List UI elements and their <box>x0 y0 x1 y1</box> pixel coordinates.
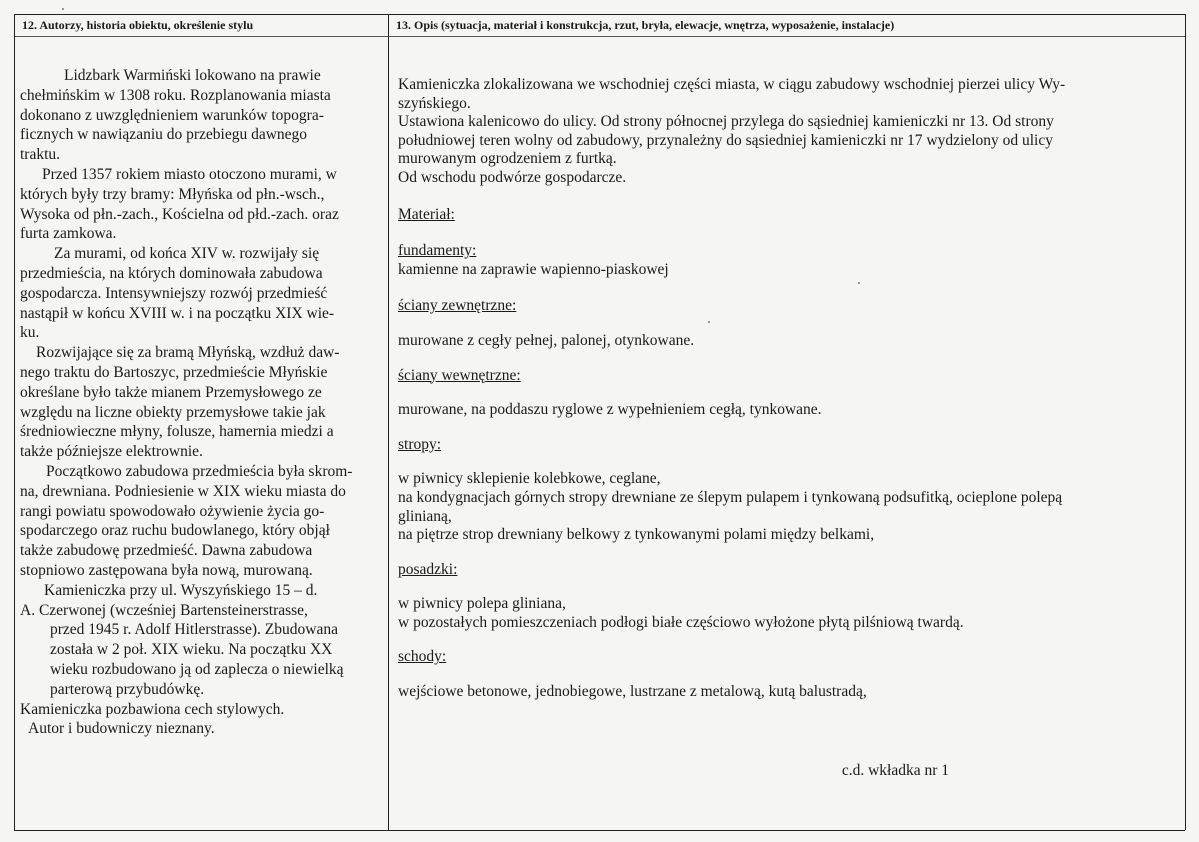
history-line: Autor i budowniczy nieznany. <box>28 720 215 738</box>
history-heading: 12. Autorzy, historia obiektu, określenie stylu <box>22 18 254 32</box>
intro-line: Ustawiona kalenicowo do ulicy. Od strony północnej przylega do sąsiedniej kamieniczki nr 13. Od strony <box>398 113 1054 131</box>
history-text <box>18 66 384 739</box>
schody-text: wejściowe betonowe, jednobiegowe, lustrzane z metalową, kutą balustradą, <box>398 683 867 701</box>
stropy-line: glinianą, <box>398 507 452 525</box>
history-line: nego traktu do Bartoszyc, przedmieście Młyńskie <box>20 363 328 381</box>
scan-speck <box>708 321 710 323</box>
intro-line: Od wschodu podwórze gospodarcze. <box>398 168 627 186</box>
intro-line: południowej teren wolny od zabudowy, przynależny do sąsiedniej kamieniczki nr 17 wydzielony od ulicy <box>398 131 1053 149</box>
history-line: chełmińskim w 1308 roku. Rozplanowania miasta <box>20 86 331 104</box>
history-line: przed 1945 r. Adolf Hitlerstrasse). Zbudowana <box>50 621 338 639</box>
history-line: Kamieniczka przy ul. Wyszyńskiego 15 – d. <box>44 581 318 599</box>
left-border <box>14 14 15 830</box>
history-line: których były trzy bramy: Młyńska od płn.-wsch., <box>20 185 325 203</box>
continued-note: c.d. wkładka nr 1 <box>841 762 949 779</box>
history-line: także późniejsze elektrownie. <box>20 443 203 461</box>
posadzki-label: posadzki: <box>398 560 458 578</box>
posadzki-line: w piwnicy polepa gliniana, <box>398 595 566 613</box>
history-line: Wysoka od płn.-zach., Kościelna od płd.-zach. oraz <box>20 205 339 223</box>
history-line: wieku rozbudowano ją od zaplecza o niewielką <box>50 660 344 678</box>
description-column <box>392 14 1182 824</box>
history-line: parterową przybudówkę. <box>50 680 205 698</box>
stropy-label: stropy: <box>398 435 442 453</box>
history-line: także zabudowę przedmieść. Dawna zabudowa <box>20 542 313 560</box>
sciany-zewnetrzne-label: ściany zewnętrzne: <box>398 297 517 315</box>
scan-speck <box>62 8 64 10</box>
stropy-line: na kondygnacjach górnych stropy drewniane ze ślepym pulapem i tynkowaną podsufitką, ocieplone polepą <box>398 488 1063 506</box>
history-line: Kamieniczka pozbawiona cech stylowych. <box>20 700 285 718</box>
posadzki-line: w pozostałych pomieszczeniach podłogi białe częściowo wyłożone płytą pilśniową twardą. <box>398 613 964 631</box>
right-border <box>1185 14 1186 830</box>
material-label: Materiał: <box>398 205 455 223</box>
history-column <box>18 14 384 824</box>
history-line: A. Czerwonej (wcześniej Bartensteinerstrasse, <box>20 601 308 619</box>
intro-line: szyńskiego. <box>398 94 471 112</box>
fundamenty-text: kamienne na zaprawie wapienno-piaskowej <box>398 260 669 278</box>
stropy-line: na piętrze strop drewniany belkowy z tynkowanymi polami między belkami, <box>398 526 875 544</box>
history-line: przedmieścia, na których dominowała zabudowa <box>20 264 323 282</box>
history-line: została w 2 poł. XIX wieku. Na początku XX <box>50 641 333 659</box>
history-line: określane było także mianem Przemysłowego ze <box>20 383 322 401</box>
history-line: stopniowo zastępowana była nową, murowaną. <box>20 561 313 579</box>
stropy-line: w piwnicy sklepienie kolebkowe, ceglane, <box>398 470 661 488</box>
history-line: rangi powiatu spowodowało ożywienie życia go- <box>20 502 325 520</box>
scan-speck <box>858 282 860 284</box>
sciany-wewnetrzne-label: ściany wewnętrzne: <box>398 366 521 384</box>
sciany-zewnetrzne-text: murowane z cegły pełnej, palonej, otynkowane. <box>398 331 695 349</box>
column-divider <box>388 14 389 830</box>
history-line: nastąpił w końcu XVIII w. i na początku XIX wie- <box>20 304 335 322</box>
history-line: Rozwijające się za bramą Młyńską, wzdłuż daw- <box>36 344 340 362</box>
history-line: Przed 1357 rokiem miasto otoczono murami, w <box>42 165 337 183</box>
bottom-border <box>14 830 1185 831</box>
intro-line: Kamieniczka zlokalizowana we wschodniej części miasta, w ciągu zabudowy wschodniej pierzei ulicy Wy- <box>398 76 1066 93</box>
history-line: względu na liczne obiekty przemysłowe takie jak <box>20 403 326 421</box>
history-line: Początkowo zabudowa przedmieścia była skrom- <box>46 462 353 480</box>
history-line: dokonano z uwzględnieniem warunków topogra- <box>20 106 324 124</box>
description-text <box>392 76 1182 702</box>
history-line: Lidzbark Warmiński lokowano na prawie <box>64 67 321 84</box>
history-line: Za murami, od końca XIV w. rozwijały się <box>54 245 320 263</box>
history-line: na, drewniana. Podniesienie w XIX wieku miasta do <box>20 482 346 500</box>
sciany-wewnetrzne-text: murowane, na poddaszu ryglowe z wypełnieniem cegłą, tynkowane. <box>398 401 822 419</box>
fundamenty-label: fundamenty: <box>398 242 477 260</box>
history-line: średniowieczne młyny, folusze, hamernia miedzi a <box>20 423 334 441</box>
history-line: ficznych w nawiązaniu do przebiegu dawnego <box>20 126 308 144</box>
history-line: spodarczego oraz ruchu budowlanego, który objął <box>20 522 330 540</box>
intro-line: murowanym ogrodzeniem z furtką. <box>398 150 617 168</box>
history-line: traktu. <box>20 146 61 164</box>
description-heading: 13. Opis (sytuacja, materiał i konstrukcja, rzut, bryła, elewacje, wnętrza, wyposażenie, instalacje) <box>396 18 895 32</box>
history-line: ku. <box>20 324 40 342</box>
history-line: gospodarcza. Intensywniejszy rozwój przedmieść <box>20 284 328 302</box>
schody-label: schody: <box>398 648 447 666</box>
history-line: furta zamkowa. <box>20 225 117 243</box>
